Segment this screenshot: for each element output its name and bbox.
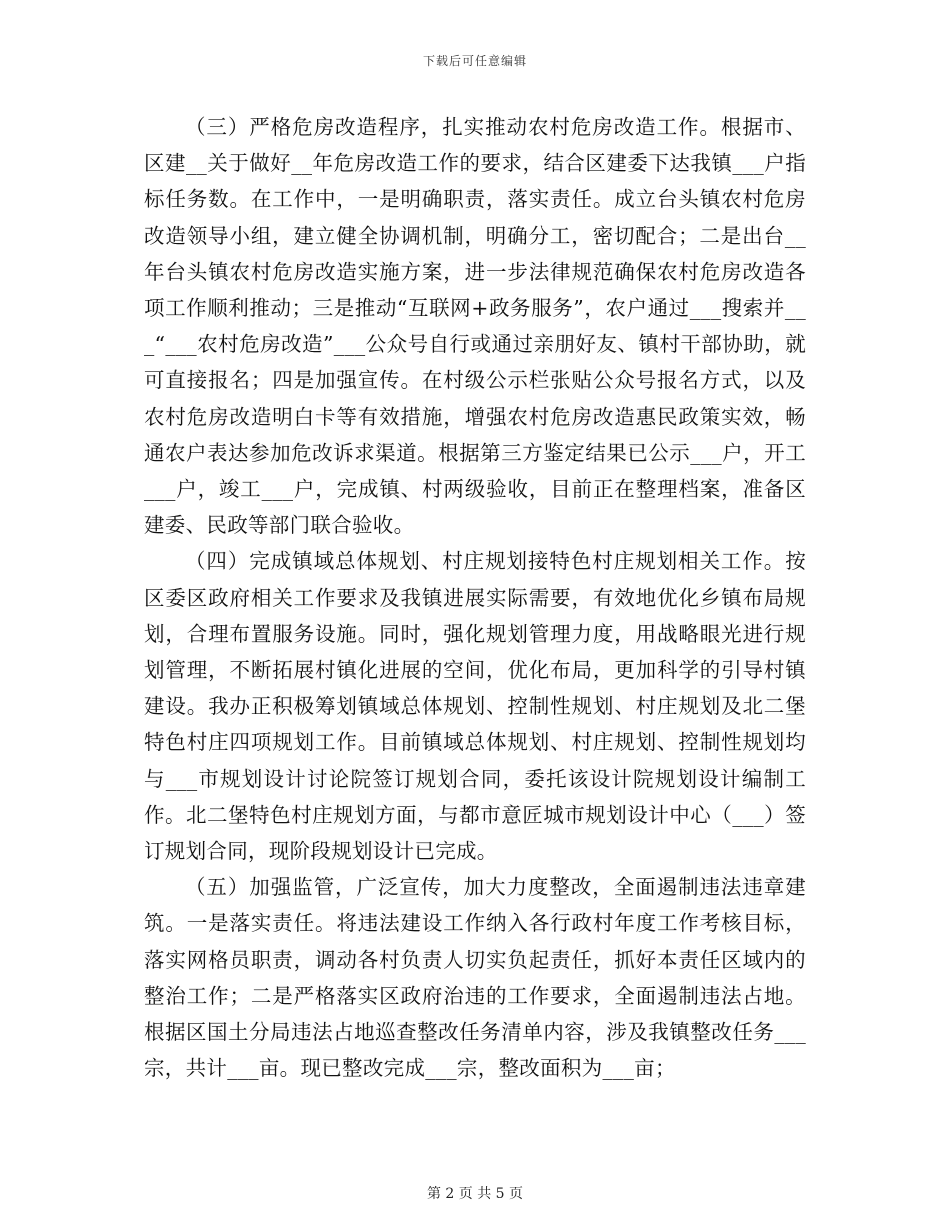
paragraph-four: （四）完成镇域总体规划、村庄规划接特色村庄规划相关工作。按区委区政府相关工作要求及我镇进展实际需要，有效地优化乡镇布局规划，合理布置服务设施。同时，强化规划管理力度，用战略眼光进行规划管理，不断拓展村镇化进展的空间，优化布局，更加科学的引导村镇建设。我办正积极筹划镇域总体规划、控制性规划、村庄规划及北二堡特色村庄四项规划工作。目前镇域总体规划、村庄规划、控制性规划均与___市规划设计讨论院签订规划合同，委托该设计院规划设计编制工作。北二堡特色村庄规划方面，与都市意匠城市规划设计中心（___）签订规划合同，现阶段规划设计已完成。	[144, 549, 806, 864]
paragraph-five: （五）加强监管，广泛宣传，加大力度整改，全面遏制违法违章建筑。一是落实责任。将违法建设工作纳入各行政村年度工作考核目标，落实网格员职责，调动各村负责人切实负起责任，抓好本责任区域内的整治工作；二是严格落实区政府治违的工作要求，全面遏制违法占地。根据区国土分局违法占地巡查整改任务清单内容，涉及我镇整改任务___宗，共计___亩。现已整改完成___宗，整改面积为___亩；	[144, 875, 806, 1081]
page-number-footer: 第 2 页 共 5 页	[426, 1186, 524, 1202]
document-body	[144, 109, 806, 1086]
page-header: 下载后可任意编辑	[422, 54, 527, 68]
paragraph-three: （三）严格危房改造程序，扎实推动农村危房改造工作。根据市、区建__关于做好__年危房改造工作的要求，结合区建委下达我镇___户指标任务数。在工作中，一是明确职责，落实责任。成立台头镇农村危房改造领导小组，建立健全协调机制，明确分工，密切配合；二是出台__年台头镇农村危房改造实施方案，进一步法律规范确保农村危房改造各项工作顺利推动；三是推动“互联网+政务服务”，农户通过___搜索并___“___农村危房改造”___公众号自行或通过亲朋好友、镇村干部协助，就可直接报名；四是加强宣传。在村级公示栏张贴公众号报名方式，以及农村危房改造明白卡等有效措施，增强农村危房改造惠民政策实效，畅通农户表达参加危改诉求渠道。根据第三方鉴定结果已公示___户，开工___户，竣工___户，完成镇、村两级验收，目前正在整理档案，准备区建委、民政等部门联合验收。	[144, 115, 806, 538]
